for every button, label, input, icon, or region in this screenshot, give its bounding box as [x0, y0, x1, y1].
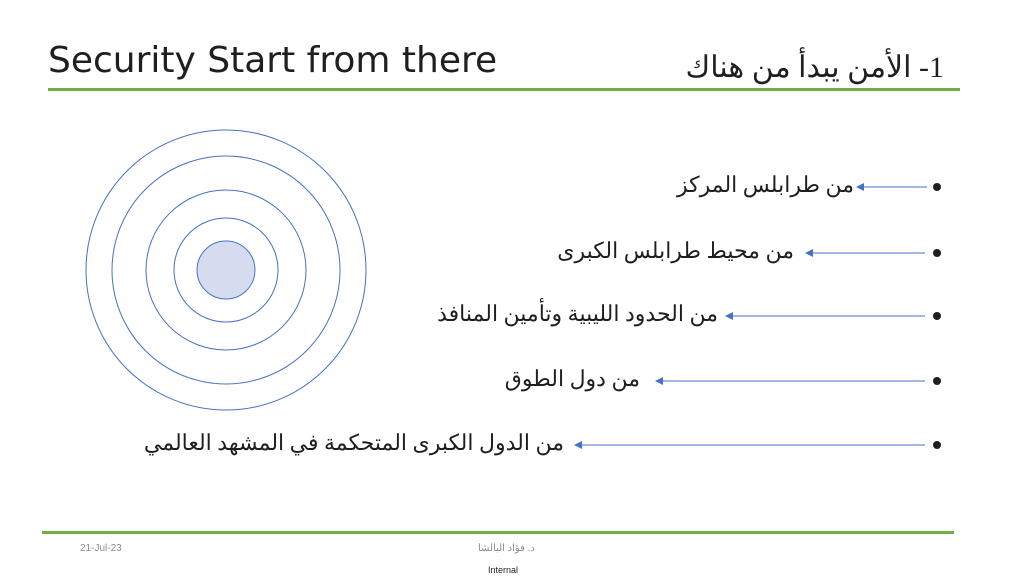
bullet-dot-1 [933, 183, 941, 191]
slide-title-english: Security Start from there [48, 40, 498, 81]
bullet-dot-4 [933, 377, 941, 385]
bullet-dot-3 [933, 312, 941, 320]
list-item-2: من محيط طرابلس الكبرى [557, 238, 794, 263]
bullet-dot-2 [933, 249, 941, 257]
classification-label: Internal [488, 565, 519, 575]
slide-title-arabic: 1- الأمن يبدأ من هناك [685, 51, 944, 84]
list-item-4: من دول الطوق [504, 366, 640, 391]
list-item-5: من الدول الكبرى المتحكمة في المشهد العالمي [143, 430, 564, 455]
footer-divider [42, 531, 954, 534]
list-item-3: من الحدود الليبية وتأمين المنافذ [437, 301, 718, 326]
footer-date: 21-Jul-23 [80, 543, 122, 554]
footer-author: د. فؤاد البالشا [478, 543, 535, 554]
bullet-dot-5 [933, 441, 941, 449]
list-item-1: من طرابلس المركز [676, 172, 854, 197]
